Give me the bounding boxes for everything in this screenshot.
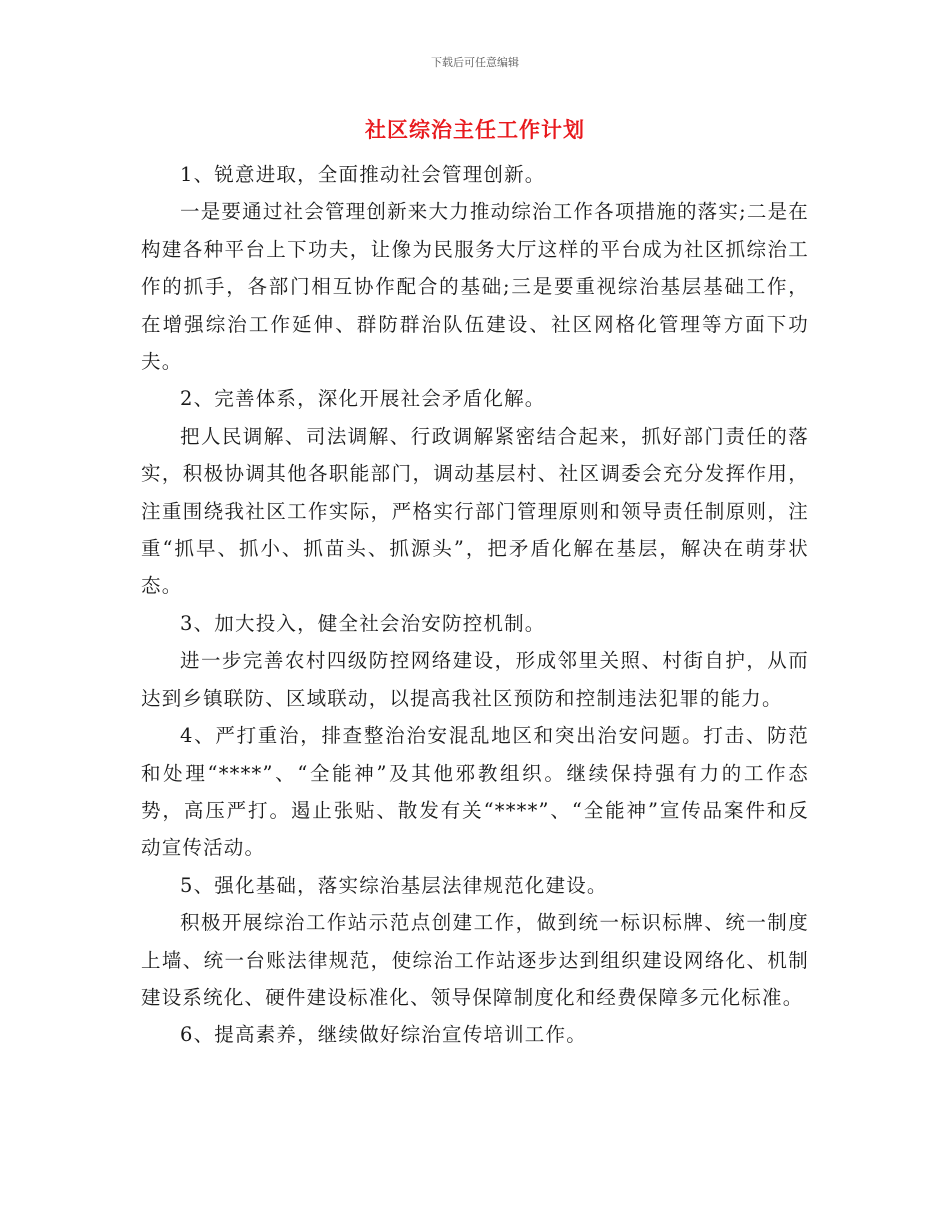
paragraph-2: 把人民调解、司法调解、行政调解紧密结合起来，抓好部门责任的落实，积极协调其他各职能部门，调动基层村、社区调委会充分发挥作用，注重围绕我社区工作实际，严格实行部门管理原则和领导责任制原则，注重“抓早、抓小、抓苗头、抓源头”，把矛盾化解在基层，解决在萌芽状态。 — [141, 424, 809, 598]
header-note: 下载后可任意编辑 — [431, 56, 519, 69]
document-body — [141, 156, 809, 1054]
heading-2: 2、完善体系，深化开展社会矛盾化解。 — [180, 387, 546, 411]
paragraph-1: 一是要通过社会管理创新来大力推动综治工作各项措施的落实;二是在构建各种平台上下功夫，让像为民服务大厅这样的平台成为社区抓综治工作的抓手，各部门相互协作配合的基础;三是要重视综治基层基础工作，在增强综治工作延伸、群防群治队伍建设、社区网格化管理等方面下功夫。 — [141, 200, 809, 374]
heading-1: 1、锐意进取，全面推动社会管理创新。 — [180, 163, 546, 186]
paragraph-3: 进一步完善农村四级防控网络建设，形成邻里关照、村街自护，从而达到乡镇联防、区域联动，以提高我社区预防和控制违法犯罪的能力。 — [141, 649, 809, 710]
paragraph-4: 4、严打重治，排查整治治安混乱地区和突出治安问题。打击、防范和处理“****”、“全能神”及其他邪教组织。继续保持强有力的工作态势，高压严打。遏止张贴、散发有关“****”、“全能神”宣传品案件和反动宣传活动。 — [141, 724, 809, 860]
heading-6: 6、提高素养，继续做好综治宣传培训工作。 — [180, 1023, 587, 1047]
heading-5: 5、强化基础，落实综治基层法律规范化建设。 — [180, 873, 608, 897]
document-title: 社区综治主任工作计划 — [365, 118, 585, 142]
heading-3: 3、加大投入，健全社会治安防控机制。 — [180, 611, 546, 635]
paragraph-5: 积极开展综治工作站示范点创建工作，做到统一标识标牌、统一制度上墙、统一台账法律规范，使综治工作站逐步达到组织建设网络化、机制建设系统化、硬件建设标准化、领导保障制度化和经费保障多元化标准。 — [141, 911, 809, 1009]
